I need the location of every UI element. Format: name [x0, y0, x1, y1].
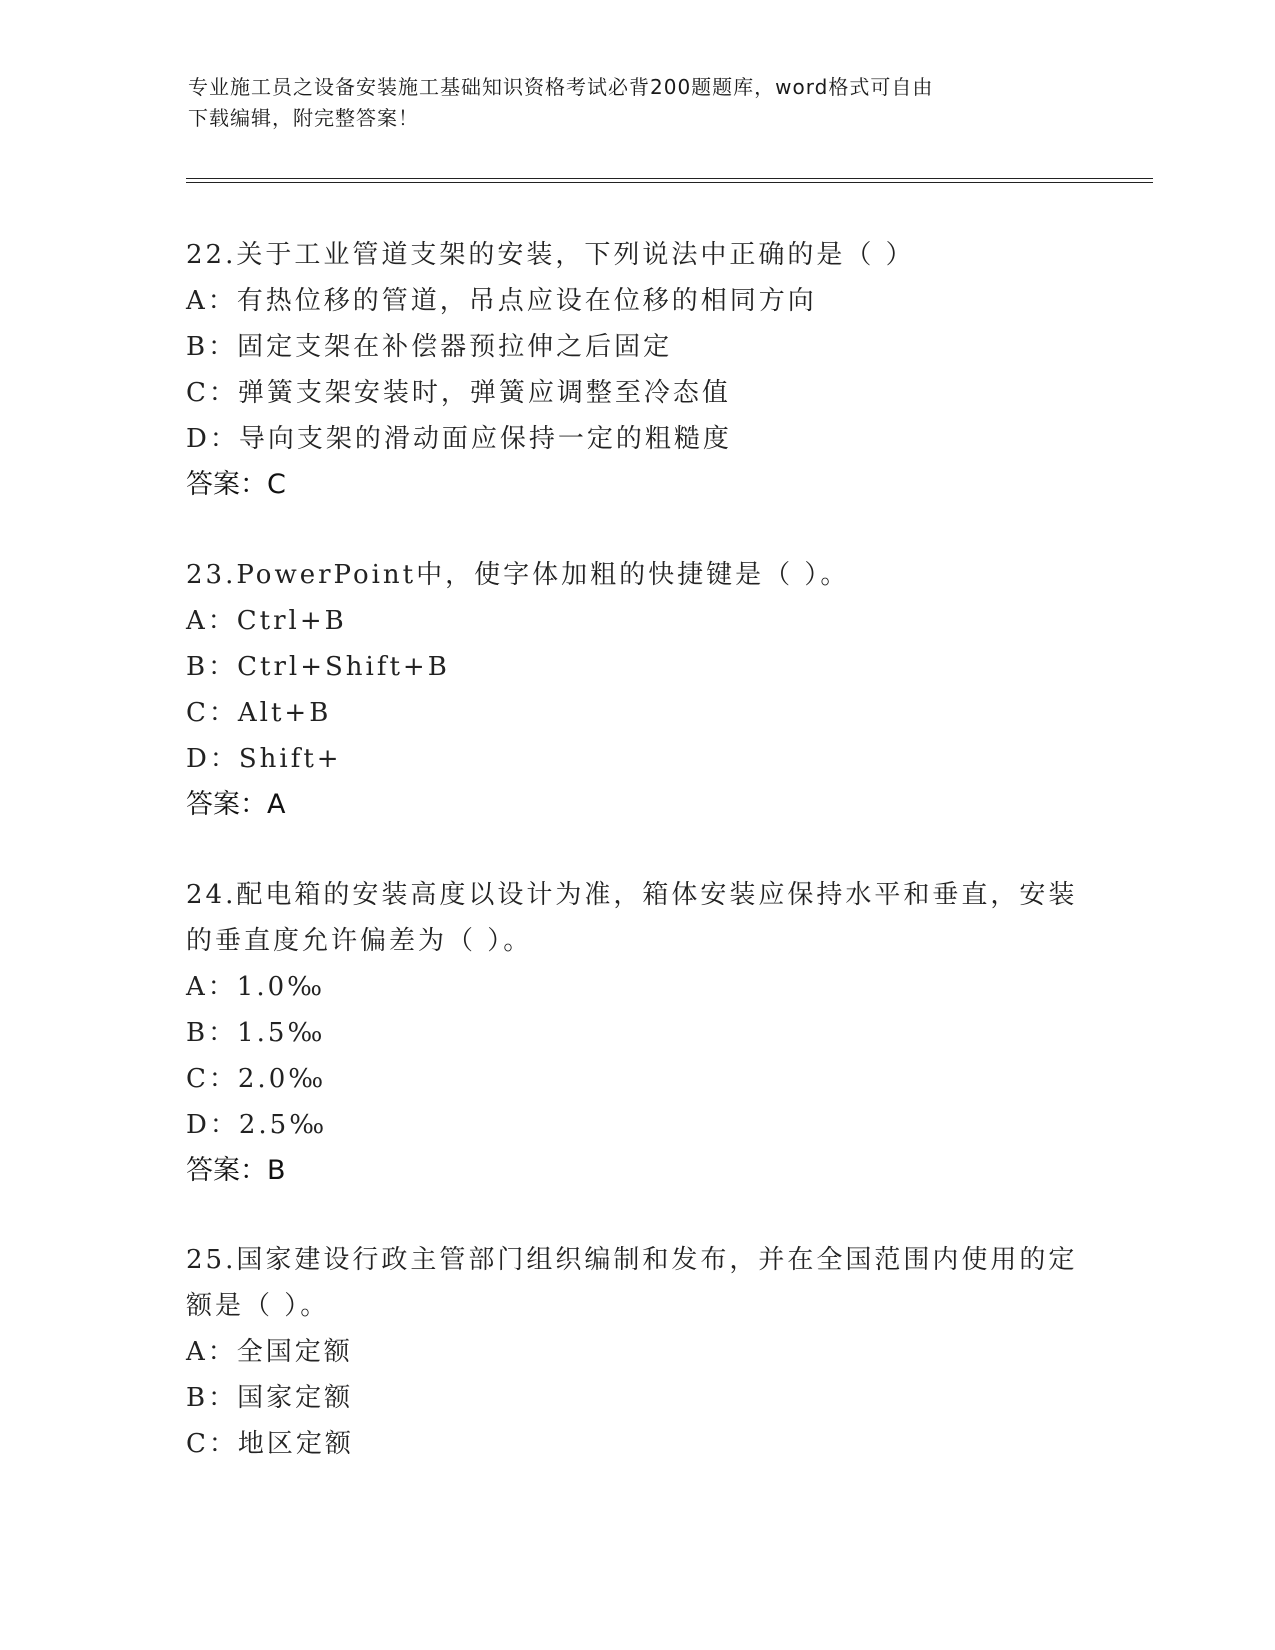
question-24 — [186, 872, 1086, 1194]
question-stem: 24.配电箱的安装高度以设计为准，箱体安装应保持水平和垂直，安装 — [186, 880, 1078, 910]
question-stem-continued: 额是（ ）。 — [186, 1291, 330, 1321]
header-divider-top — [186, 178, 1153, 179]
option-b: B：固定支架在补偿器预拉伸之后固定 — [186, 332, 673, 362]
question-stem: 23.PowerPoint中，使字体加粗的快捷键是（ ）。 — [186, 560, 850, 590]
header-line-1: 专业施工员之设备安装施工基础知识资格考试必背200题题库，word格式可自由 — [188, 75, 934, 99]
option-b: B：Ctrl+Shift+B — [186, 652, 450, 682]
option-d: D：2.5‰ — [186, 1110, 328, 1140]
option-a: A：1.0‰ — [186, 972, 326, 1002]
header-line-2: 下载编辑，附完整答案！ — [188, 106, 419, 130]
option-c: C：2.0‰ — [186, 1064, 327, 1094]
question-stem-continued: 的垂直度允许偏差为（ ）。 — [186, 926, 533, 956]
answer: 答案：B — [186, 1155, 286, 1186]
option-a: A：全国定额 — [186, 1337, 353, 1367]
question-23 — [186, 552, 1086, 828]
option-a: A：Ctrl+B — [186, 606, 347, 636]
header-divider-bottom — [186, 182, 1153, 183]
option-c: C：弹簧支架安装时，弹簧应调整至冷态值 — [186, 378, 731, 408]
question-stem: 22.关于工业管道支架的安装，下列说法中正确的是（ ） — [186, 240, 915, 270]
question-stem: 25.国家建设行政主管部门组织编制和发布，并在全国范围内使用的定 — [186, 1245, 1078, 1275]
option-c: C：地区定额 — [186, 1429, 354, 1459]
answer: 答案：C — [186, 469, 286, 500]
option-c: C：Alt+B — [186, 698, 332, 728]
option-d: D：导向支架的滑动面应保持一定的粗糙度 — [186, 424, 732, 454]
question-22 — [186, 232, 1086, 508]
answer: 答案：A — [186, 789, 286, 820]
option-a: A：有热位移的管道，吊点应设在位移的相同方向 — [186, 286, 817, 316]
question-25 — [186, 1237, 1086, 1467]
option-d: D：Shift+ — [186, 744, 342, 774]
option-b: B：国家定额 — [186, 1383, 354, 1413]
document-header — [188, 72, 1068, 134]
option-b: B：1.5‰ — [186, 1018, 326, 1048]
